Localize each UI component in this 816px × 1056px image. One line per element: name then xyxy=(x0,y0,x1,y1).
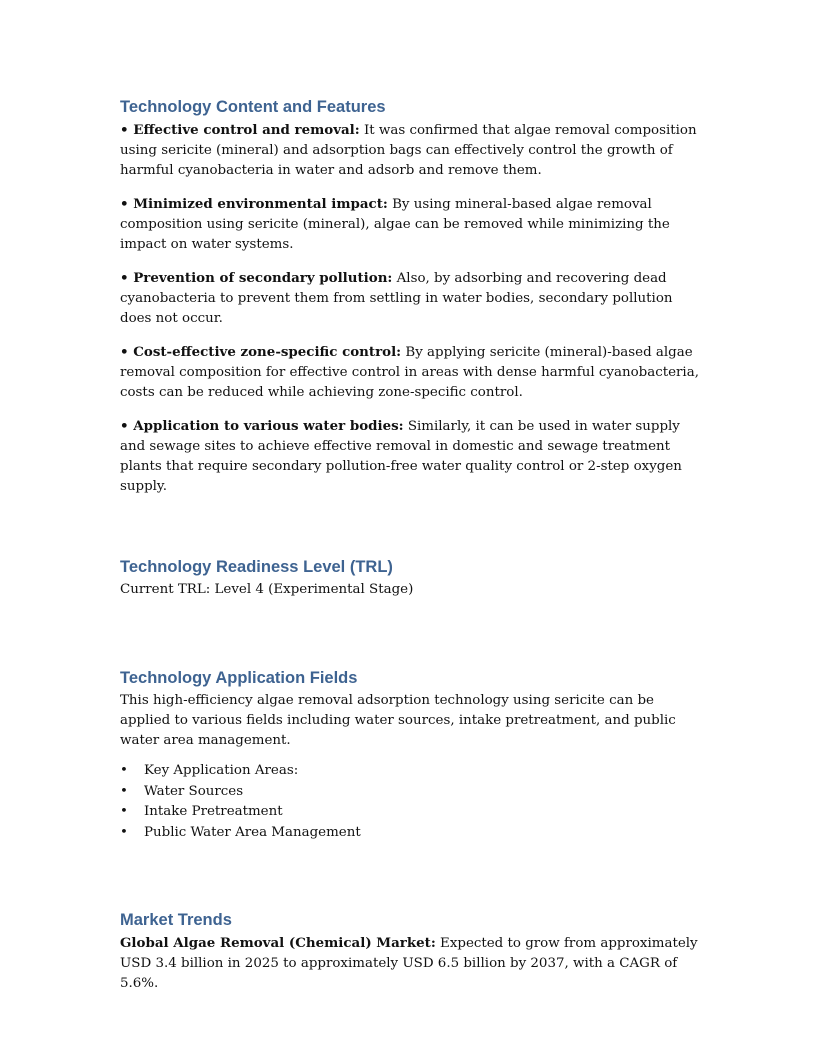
feature-item xyxy=(120,342,700,403)
list-item-text: Key Application Areas: xyxy=(144,763,299,778)
feature-title: Cost-effective zone-specific control: xyxy=(133,344,402,360)
feature-title: Application to various water bodies: xyxy=(133,418,404,434)
trl-heading: Technology Readiness Level (TRL) xyxy=(120,558,393,576)
feature-text: It was confirmed that algae removal composition using sericite (mineral) and adsorption bags can effectively control the growth of harmful cyanobacteria in water and adsorb and remove them. xyxy=(120,123,697,178)
list-item-text: Water Sources xyxy=(144,783,244,799)
feature-bullet: • xyxy=(120,122,129,138)
feature-bullet: • xyxy=(120,270,129,286)
application-list xyxy=(120,761,700,843)
feature-bullet: • xyxy=(120,418,129,434)
list-item-text: Public Water Area Management xyxy=(144,824,361,840)
bullet-dot: • xyxy=(120,783,128,799)
feature-item xyxy=(120,268,700,329)
document-page xyxy=(120,96,700,994)
market-heading: Market Trends xyxy=(120,911,232,929)
list-item-text: Intake Pretreatment xyxy=(144,804,283,819)
feature-title: Prevention of secondary pollution: xyxy=(133,270,393,286)
feature-item xyxy=(120,120,700,181)
feature-title: Effective control and removal: xyxy=(133,122,360,138)
feature-item xyxy=(120,194,700,255)
application-text: This high-efficiency algae removal adsorption technology using sericite can be applied to various fields including water sources, intake pretreatment, and public water area management. xyxy=(120,693,676,748)
feature-text: Also, by adsorbing and recovering dead cyanobacteria to prevent them from settling in water bodies, secondary pollution does not occur. xyxy=(120,271,673,326)
feature-text: Similarly, it can be used in water supply and sewage sites to achieve effective removal in domestic and sewage treatment plants that require secondary pollution-free water quality control or 2-step oxygen supply. xyxy=(120,419,682,494)
list-item xyxy=(120,782,700,803)
market-body: Expected to grow from approximately USD 3.4 billion in 2025 to approximately USD 6.5 billion by 2037, with a CAGR of 5.6%. xyxy=(120,936,698,991)
feature-bullet: • xyxy=(120,344,129,360)
feature-text: By using mineral-based algae removal composition using sericite (mineral), algae can be removed while minimizing the impact on water systems. xyxy=(120,197,670,252)
bullet-dot: • xyxy=(120,763,128,778)
feature-text: By applying sericite (mineral)-based algae removal composition for effective control in areas with dense harmful cyanobacteria, costs can be reduced while achieving zone-specific control. xyxy=(120,345,699,400)
feature-title: Minimized environmental impact: xyxy=(133,196,388,212)
list-item xyxy=(120,802,700,823)
trl-text: Current TRL: Level 4 (Experimental Stage) xyxy=(120,582,414,597)
bullet-dot: • xyxy=(120,804,128,819)
feature-list xyxy=(120,120,700,497)
list-item xyxy=(120,823,700,844)
feature-item xyxy=(120,416,700,497)
feature-bullet: • xyxy=(120,196,129,212)
content-heading: Technology Content and Features xyxy=(120,98,386,116)
application-heading: Technology Application Fields xyxy=(120,669,358,687)
list-item xyxy=(120,761,700,782)
market-text xyxy=(120,933,700,994)
bullet-dot: • xyxy=(120,824,128,840)
market-title: Global Algae Removal (Chemical) Market: xyxy=(120,935,436,951)
